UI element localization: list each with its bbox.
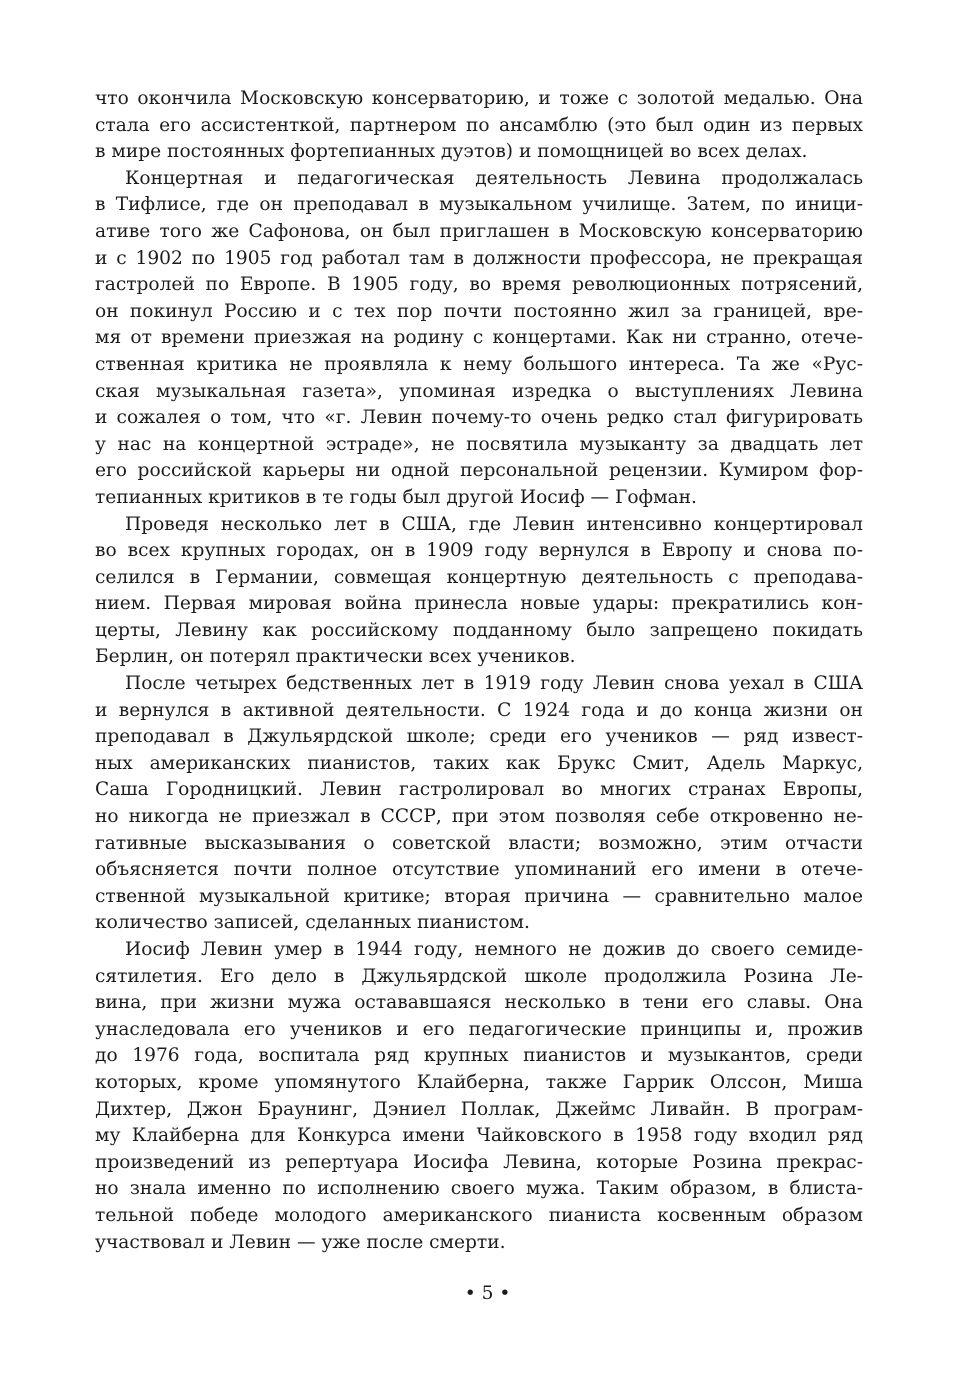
text-line: Берлин, он потерял практически всех учеников. <box>95 646 576 668</box>
text-line: стала его ассистенткой, партнером по ансамблю (это был один из первых <box>95 114 863 136</box>
paragraph <box>95 937 863 1256</box>
page-number: • 5 • <box>464 1283 511 1304</box>
text-line: Проведя несколько лет в США, где Левин интенсивно концертировал <box>125 513 863 535</box>
text-line: у нас на концертной эстраде», не посвятила музыканту за двадцать лет <box>95 433 863 455</box>
text-line: Дихтер, Джон Браунинг, Дэниел Поллак, Джеймс Ливайн. В програм- <box>95 1098 863 1120</box>
text-line: которых, кроме упомянутого Клайберна, также Гаррик Олссон, Миша <box>95 1071 863 1093</box>
text-line: но никогда не приезжал в СССР, при этом позволяя себе откровенно не- <box>95 806 863 828</box>
text-line: что окончила Московскую консерваторию, и тоже с золотой медалью. Она <box>95 88 863 109</box>
text-line: гастролей по Европе. В 1905 году, во время революционных потрясений, <box>95 274 863 296</box>
text-line: тельной победе молодого американского пианиста косвенным образом <box>95 1204 863 1226</box>
text-line: ативе того же Сафонова, он был приглашен в Московскую консерваторию <box>95 220 863 242</box>
text-line: во всех крупных городах, он в 1909 году вернулся в Европу и снова по- <box>95 540 863 562</box>
paragraph <box>95 166 863 512</box>
paragraph <box>95 512 863 672</box>
text-line: он покинул Россию и с тех пор почти постоянно жил за границей, вре- <box>95 300 863 322</box>
paragraph <box>95 86 863 166</box>
text-line: участвовал и Левин — уже после смерти. <box>95 1231 506 1253</box>
text-line: количество записей, сделанных пианистом. <box>95 912 530 934</box>
paragraph <box>95 671 863 937</box>
text-line: Иосиф Левин умер в 1944 году, немного не дожив до своего семиде- <box>125 939 863 960</box>
text-line: селился в Германии, совмещая концертную деятельность с преподава- <box>95 566 863 588</box>
text-line: и сожалея о том, что «г. Левин почему-то очень редко стал фигурировать <box>95 407 863 429</box>
text-line: ных американских пианистов, таких как Брукс Смит, Адель Маркус, <box>95 752 863 774</box>
body-text <box>95 86 863 1256</box>
text-line: в Тифлисе, где он преподавал в музыкальном училище. Затем, по иници- <box>95 194 863 216</box>
text-line: его российской карьеры ни одной персональной рецензии. Кумиром фор- <box>95 460 863 482</box>
text-line: вина, при жизни мужа остававшаяся несколько в тени его славы. Она <box>95 992 863 1014</box>
text-line: ственная критика не проявляла к нему большого интереса. Та же «Рус- <box>95 353 863 375</box>
text-line: объясняется почти полное отсутствие упоминаний его имени в отече- <box>95 859 863 881</box>
text-line: но знала именно по исполнению своего мужа. Таким образом, в блиста- <box>95 1178 863 1200</box>
text-line: ская музыкальная газета», упоминая изредка о выступлениях Левина <box>95 380 863 402</box>
text-line: и вернулся в активной деятельности. С 1924 года и до конца жизни он <box>95 699 863 721</box>
text-line: и с 1902 по 1905 год работал там в должности профессора, не прекращая <box>95 247 863 269</box>
text-line: произведений из репертуара Иосифа Левина, которые Розина прекрас- <box>95 1151 863 1173</box>
text-line: сятилетия. Его дело в Джульярдской школе продолжила Розина Ле- <box>95 965 863 987</box>
text-line: нием. Первая мировая война принесла новые удары: прекратились кон- <box>95 593 863 615</box>
text-line: унаследовала его учеников и его педагогические принципы и, прожив <box>95 1018 863 1040</box>
text-line: ственной музыкальной критике; вторая причина — сравнительно малое <box>95 885 863 907</box>
text-line: мя от времени приезжая на родину с концертами. Как ни странно, отече- <box>95 327 863 349</box>
text-line: в мире постоянных фортепианных дуэтов) и помощницей во всех делах. <box>95 141 808 163</box>
text-line: церты, Левину как российскому подданному было запрещено покидать <box>95 619 863 641</box>
text-line: до 1976 года, воспитала ряд крупных пианистов и музыкантов, среди <box>95 1045 863 1067</box>
text-line: преподавал в Джульярдской школе; среди его учеников — ряд извест- <box>95 726 863 748</box>
text-line: му Клайберна для Конкурса имени Чайковского в 1958 году входил ряд <box>95 1125 863 1147</box>
text-line: Саша Городницкий. Левин гастролировал во многих странах Европы, <box>95 779 863 801</box>
text-line: После четырех бедственных лет в 1919 году Левин снова уехал в США <box>125 673 863 695</box>
text-line: гативные высказывания о советской власти; возможно, этим отчасти <box>95 832 863 854</box>
text-line: Концертная и педагогическая деятельность Левина продолжалась <box>125 167 863 189</box>
text-line: тепианных критиков в те годы был другой Иосиф — Гофман. <box>95 486 697 508</box>
